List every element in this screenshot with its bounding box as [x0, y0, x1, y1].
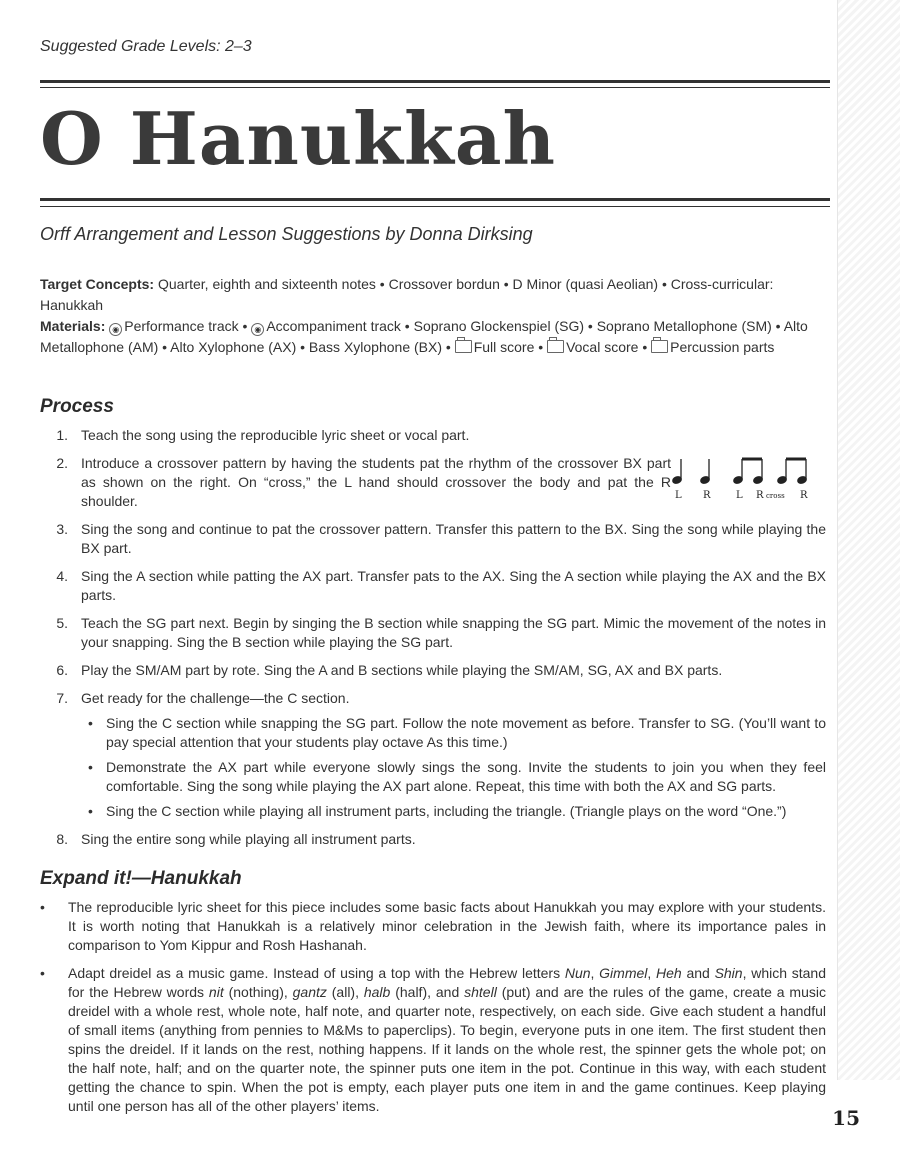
folder-icon — [547, 340, 564, 353]
concepts-block — [40, 274, 824, 358]
dreidel-paragraph: Adapt dreidel as a music game. Instead of using a top with the Hebrew letters Nun, Gimmel, Heh and Shin, which stand for the Hebrew words nit (nothing), gantz (all), halb (half), and shtell (put) and are the rules of the game, create a music dreidel with a whole rest, whole note, half note, and quarter note, respectively, on each side. Give each student a handful of small items (anything from pennies to M&Ms to paperclips). To begin, everyone puts in one item. The first student then spins the dreidel. If it lands on the rest, nothing happens. If it lands on the whole rest, the spinner gets the whole pot; on the half note, half; and on the quarter note, the spinner puts one item in the pot. Continue in this way, with each student getting the chance to spin. When the pot is empty, each player puts one item in and the game continues. Keep playing until one person has all of the other players’ items. — [68, 965, 827, 1114]
page-number: 15 — [832, 1106, 860, 1130]
subtitle: Orff Arrangement and Lesson Suggestions by Donna Dirksing — [40, 224, 533, 244]
cd-icon: ◉ — [109, 323, 122, 336]
list-item: 6. Play the SM/AM part by rote. Sing the A and B sections while playing the SM/AM, SG, AX and BX parts. — [56, 662, 723, 678]
cd-icon: ◉ — [251, 323, 264, 336]
list-item: • The reproducible lyric sheet for this piece includes some basic facts about Hanukkah you may explore with your students. It is worth noting that Hanukkah is a relatively minor celebration in the Jewish faith, where its importance pales in comparison to Yom Kippur and Rosh Hashanah. — [40, 899, 826, 953]
crossover-rhythm-notation — [670, 456, 820, 502]
sub-list-item: • Demonstrate the AX part while everyone slowly sings the song. Invite the students to join you when they feel comfortable. Sing the song while playing the AX part alone. Repeat, this time with both the AX and SG parts. — [88, 759, 826, 794]
rhythm-label: R — [703, 490, 711, 501]
list-item: 1. Teach the song using the reproducible lyric sheet or vocal part. — [56, 427, 470, 443]
rhythm-label: R — [756, 490, 764, 501]
title-rule-thin — [40, 206, 830, 207]
materials-label: Materials: — [40, 318, 106, 334]
list-item: 8. Sing the entire song while playing all instrument parts. — [56, 831, 416, 847]
materials-instruments: Accompaniment track • Soprano Glockenspiel (SG) • Soprano Metallophone (SM) • Alto Metallophone (AM) • Alto Xylophone (AX) • Bass Xylophone (BX) • — [40, 318, 808, 355]
materials-percussion: Percussion parts — [670, 339, 775, 355]
list-item: 5. Teach the SG part next. Begin by singing the B section while snapping the SG part. Mimic the movement of the notes in your snapping. Sing the B section while playing the SG part. — [56, 615, 826, 650]
materials — [40, 316, 824, 358]
list-item: 7. Get ready for the challenge—the C section. — [56, 690, 350, 706]
materials-vocal-score: Vocal score • — [566, 339, 648, 355]
expand-list — [40, 898, 826, 1125]
rhythm-label: L — [675, 490, 682, 501]
list-item: 4. Sing the A section while patting the AX part. Transfer pats to the AX. Sing the A section while playing the AX and the BX parts. — [56, 568, 826, 603]
grade-levels: Suggested Grade Levels: 2–3 — [40, 38, 252, 55]
page-title: O Hanukkah — [40, 96, 556, 181]
sub-list-item: • Sing the C section while snapping the SG part. Follow the note movement as before. Transfer to SG. (You’ll want to pay special attention that your students play octave As this time.) — [88, 715, 826, 750]
rhythm-label: cross — [766, 492, 785, 500]
sub-list-item: • Sing the C section while playing all instrument parts, including the triangle. (Triangle plays on the word “One.”) — [88, 803, 787, 819]
folder-icon — [651, 340, 668, 353]
folder-icon — [455, 340, 472, 353]
target-concepts — [40, 274, 824, 316]
list-item: 2. Introduce a crossover pattern by having the students pat the rhythm of the crossover BX part as shown on the right. On “cross,” the L hand should crossover the body and pat the R shoulder. — [56, 455, 671, 509]
materials-full-score: Full score • — [473, 339, 544, 355]
title-rule-thick — [40, 198, 830, 201]
materials-performance: Performance track • — [124, 318, 248, 334]
process-heading: Process — [40, 396, 114, 417]
expand-heading: Expand it!—Hanukkah — [40, 868, 242, 889]
decorative-border-strip — [837, 0, 900, 1080]
list-item: 3. Sing the song and continue to pat the crossover pattern. Transfer this pattern to the BX. Sing the song while playing the BX part. — [56, 521, 826, 556]
target-concepts-text: Quarter, eighth and sixteenth notes • Crossover bordun • D Minor (quasi Aeolian) • Cross-curricular: Hanukkah — [40, 276, 774, 313]
top-rule-thin — [40, 87, 830, 88]
top-rule-thick — [40, 80, 830, 83]
rhythm-label: R — [800, 490, 808, 501]
list-item: • Adapt dreidel as a music game. Instead of using a top with the Hebrew letters Nun, Gimmel, Heh and Shin, which stand for the Hebrew words nit (nothing), gantz (all), halb (half), and shtell (put) and are the rules of the game, create a music dreidel with a whole rest, whole note, half note, and quarter note, respectively, on each side. Give each student a handful of small items (anything from pennies to M&Ms to paperclips). To begin, everyone puts in one item. The first student then spins the dreidel. If it lands on the rest, nothing happens. If it lands on the whole rest, the spinner gets the whole pot; on the half note, half; and on the quarter note, the spinner puts one item in the pot. Continue in this way, with each student getting the chance to spin. When the pot is empty, each player puts one item in and the game continues. Keep playing until one person has all of the other players’ items. — [40, 965, 827, 1114]
rhythm-label: L — [736, 490, 743, 501]
target-concepts-label: Target Concepts: — [40, 276, 155, 292]
